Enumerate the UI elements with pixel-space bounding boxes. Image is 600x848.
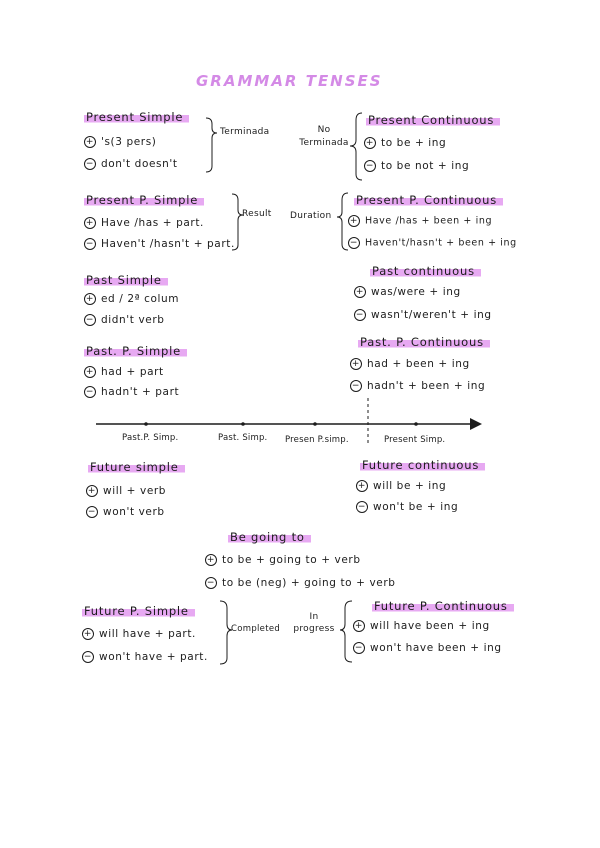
past-perfect-simple-negative-text: hadn't + part <box>101 386 180 398</box>
past-perfect-simple-heading: Past. P. Simple <box>84 344 187 358</box>
present-continuous-negative-text: to be not + ing <box>381 160 470 172</box>
present-simple-negative <box>84 158 178 170</box>
future-continuous-positive <box>356 480 446 492</box>
past-continuous-negative <box>354 309 492 321</box>
future-simple-heading: Future simple <box>88 460 185 474</box>
duration-label: Duration <box>290 211 332 221</box>
present-simple-positive-text: 's(3 pers) <box>101 136 157 148</box>
page-title: GRAMMAR TENSES <box>196 72 383 90</box>
present-perfect-simple-heading: Present P. Simple <box>84 193 204 207</box>
no-terminada-line2: Terminada <box>299 138 349 148</box>
present-perfect-simple-negative-text: Haven't /hasn't + part. <box>101 238 235 250</box>
future-continuous-heading: Future continuous <box>360 458 485 472</box>
present-simple-negative-text: don't doesn't <box>101 158 178 170</box>
future-perfect-continuous-heading: Future P. Continuous <box>372 599 514 613</box>
future-simple-positive <box>86 485 166 497</box>
past-continuous-positive <box>354 286 461 298</box>
past-perfect-continuous-negative <box>350 380 485 392</box>
present-perfect-continuous-negative-text: Haven't/hasn't + been + ing <box>365 237 517 249</box>
present-perfect-continuous-negative <box>348 237 517 249</box>
plus-icon: + <box>87 486 97 496</box>
future-perfect-simple-negative-text: won't have + part. <box>99 651 208 663</box>
plus-icon: + <box>351 359 361 369</box>
going-to-positive-text: to be + going to + verb <box>222 554 361 566</box>
minus-icon: − <box>85 159 95 169</box>
minus-icon: − <box>349 238 359 248</box>
present-continuous-positive <box>364 137 446 149</box>
past-perfect-simple-positive-text: had + part <box>101 366 164 378</box>
plus-icon: + <box>206 555 216 565</box>
present-simple-heading: Present Simple <box>84 110 189 124</box>
minus-icon: − <box>85 387 95 397</box>
future-perfect-continuous-positive-text: will have been + ing <box>370 620 490 632</box>
future-continuous-negative-text: won't be + ing <box>373 501 459 513</box>
plus-icon: + <box>83 629 93 639</box>
plus-icon: + <box>357 481 367 491</box>
plus-icon: + <box>85 137 95 147</box>
past-perfect-continuous-positive <box>350 358 470 370</box>
future-perfect-simple-negative <box>82 651 208 663</box>
minus-icon: − <box>85 315 95 325</box>
future-perfect-continuous-positive <box>353 620 490 632</box>
present-perfect-continuous-heading: Present P. Continuous <box>354 193 503 207</box>
present-continuous-heading: Present Continuous <box>366 113 500 127</box>
present-perfect-simple-positive <box>84 217 204 229</box>
going-to-negative-text: to be (neg) + going to + verb <box>222 577 396 589</box>
past-continuous-heading: Past continuous <box>370 264 481 278</box>
future-perfect-continuous-negative <box>353 642 502 654</box>
minus-icon: − <box>85 239 95 249</box>
present-perfect-simple-negative <box>84 238 235 250</box>
minus-icon: − <box>87 507 97 517</box>
past-simple-negative <box>84 314 165 326</box>
present-perfect-continuous-positive <box>348 215 492 227</box>
plus-icon: + <box>365 138 375 148</box>
no-terminada-line1: No <box>317 125 331 135</box>
minus-icon: − <box>354 643 364 653</box>
present-continuous-positive-text: to be + ing <box>381 137 447 149</box>
plus-icon: + <box>85 218 95 228</box>
present-perfect-simple-positive-text: Have /has + part. <box>101 217 204 229</box>
future-perfect-simple-heading: Future P. Simple <box>82 604 195 618</box>
past-simple-positive-text: ed / 2ª colum <box>101 293 180 305</box>
past-simple-heading: Past Simple <box>84 273 168 287</box>
present-continuous-negative <box>364 160 469 172</box>
minus-icon: − <box>83 652 93 662</box>
going-to-positive <box>205 554 361 566</box>
minus-icon: − <box>355 310 365 320</box>
past-continuous-negative-text: wasn't/weren't + ing <box>371 309 492 321</box>
in-progress-label <box>288 612 340 634</box>
present-perfect-continuous-positive-text: Have /has + been + ing <box>365 215 493 227</box>
future-simple-negative-text: won't verb <box>103 506 165 518</box>
future-perfect-simple-positive <box>82 628 196 640</box>
future-perfect-simple-positive-text: will have + part. <box>99 628 196 640</box>
future-simple-negative <box>86 506 165 518</box>
plus-icon: + <box>354 621 364 631</box>
plus-icon: + <box>85 294 95 304</box>
past-perfect-continuous-negative-text: hadn't + been + ing <box>367 380 486 392</box>
past-perfect-simple-positive <box>84 366 164 378</box>
past-simple-negative-text: didn't verb <box>101 314 165 326</box>
going-to-negative <box>205 577 396 589</box>
no-terminada-label <box>292 125 356 148</box>
minus-icon: − <box>365 161 375 171</box>
past-perfect-continuous-heading: Past. P. Continuous <box>358 335 490 349</box>
plus-icon: + <box>85 367 95 377</box>
timeline-label-past-simple: Past. Simp. <box>218 433 268 443</box>
plus-icon: + <box>355 287 365 297</box>
past-simple-positive <box>84 293 179 305</box>
result-label: Result <box>242 209 272 219</box>
minus-icon: − <box>206 578 216 588</box>
minus-icon: − <box>351 381 361 391</box>
future-simple-positive-text: will + verb <box>103 485 167 497</box>
completed-label: Completed <box>231 624 281 634</box>
future-continuous-negative <box>356 501 458 513</box>
present-simple-positive <box>84 136 156 148</box>
in-progress-line1: In <box>309 612 319 622</box>
timeline-label-past-perfect: Past.P. Simp. <box>122 433 179 443</box>
terminada-label: Terminada <box>220 127 270 137</box>
past-perfect-continuous-positive-text: had + been + ing <box>367 358 470 370</box>
past-continuous-positive-text: was/were + ing <box>371 286 461 298</box>
future-continuous-positive-text: will be + ing <box>373 480 447 492</box>
timeline-label-present-perfect: Presen P.simp. <box>285 435 349 445</box>
plus-icon: + <box>349 216 359 226</box>
going-to-heading: Be going to <box>228 530 311 544</box>
past-perfect-simple-negative <box>84 386 179 398</box>
timeline-label-present-simple: Present Simp. <box>384 435 446 445</box>
future-perfect-continuous-negative-text: won't have been + ing <box>370 642 502 654</box>
minus-icon: − <box>357 502 367 512</box>
in-progress-line2: progress <box>293 624 335 634</box>
